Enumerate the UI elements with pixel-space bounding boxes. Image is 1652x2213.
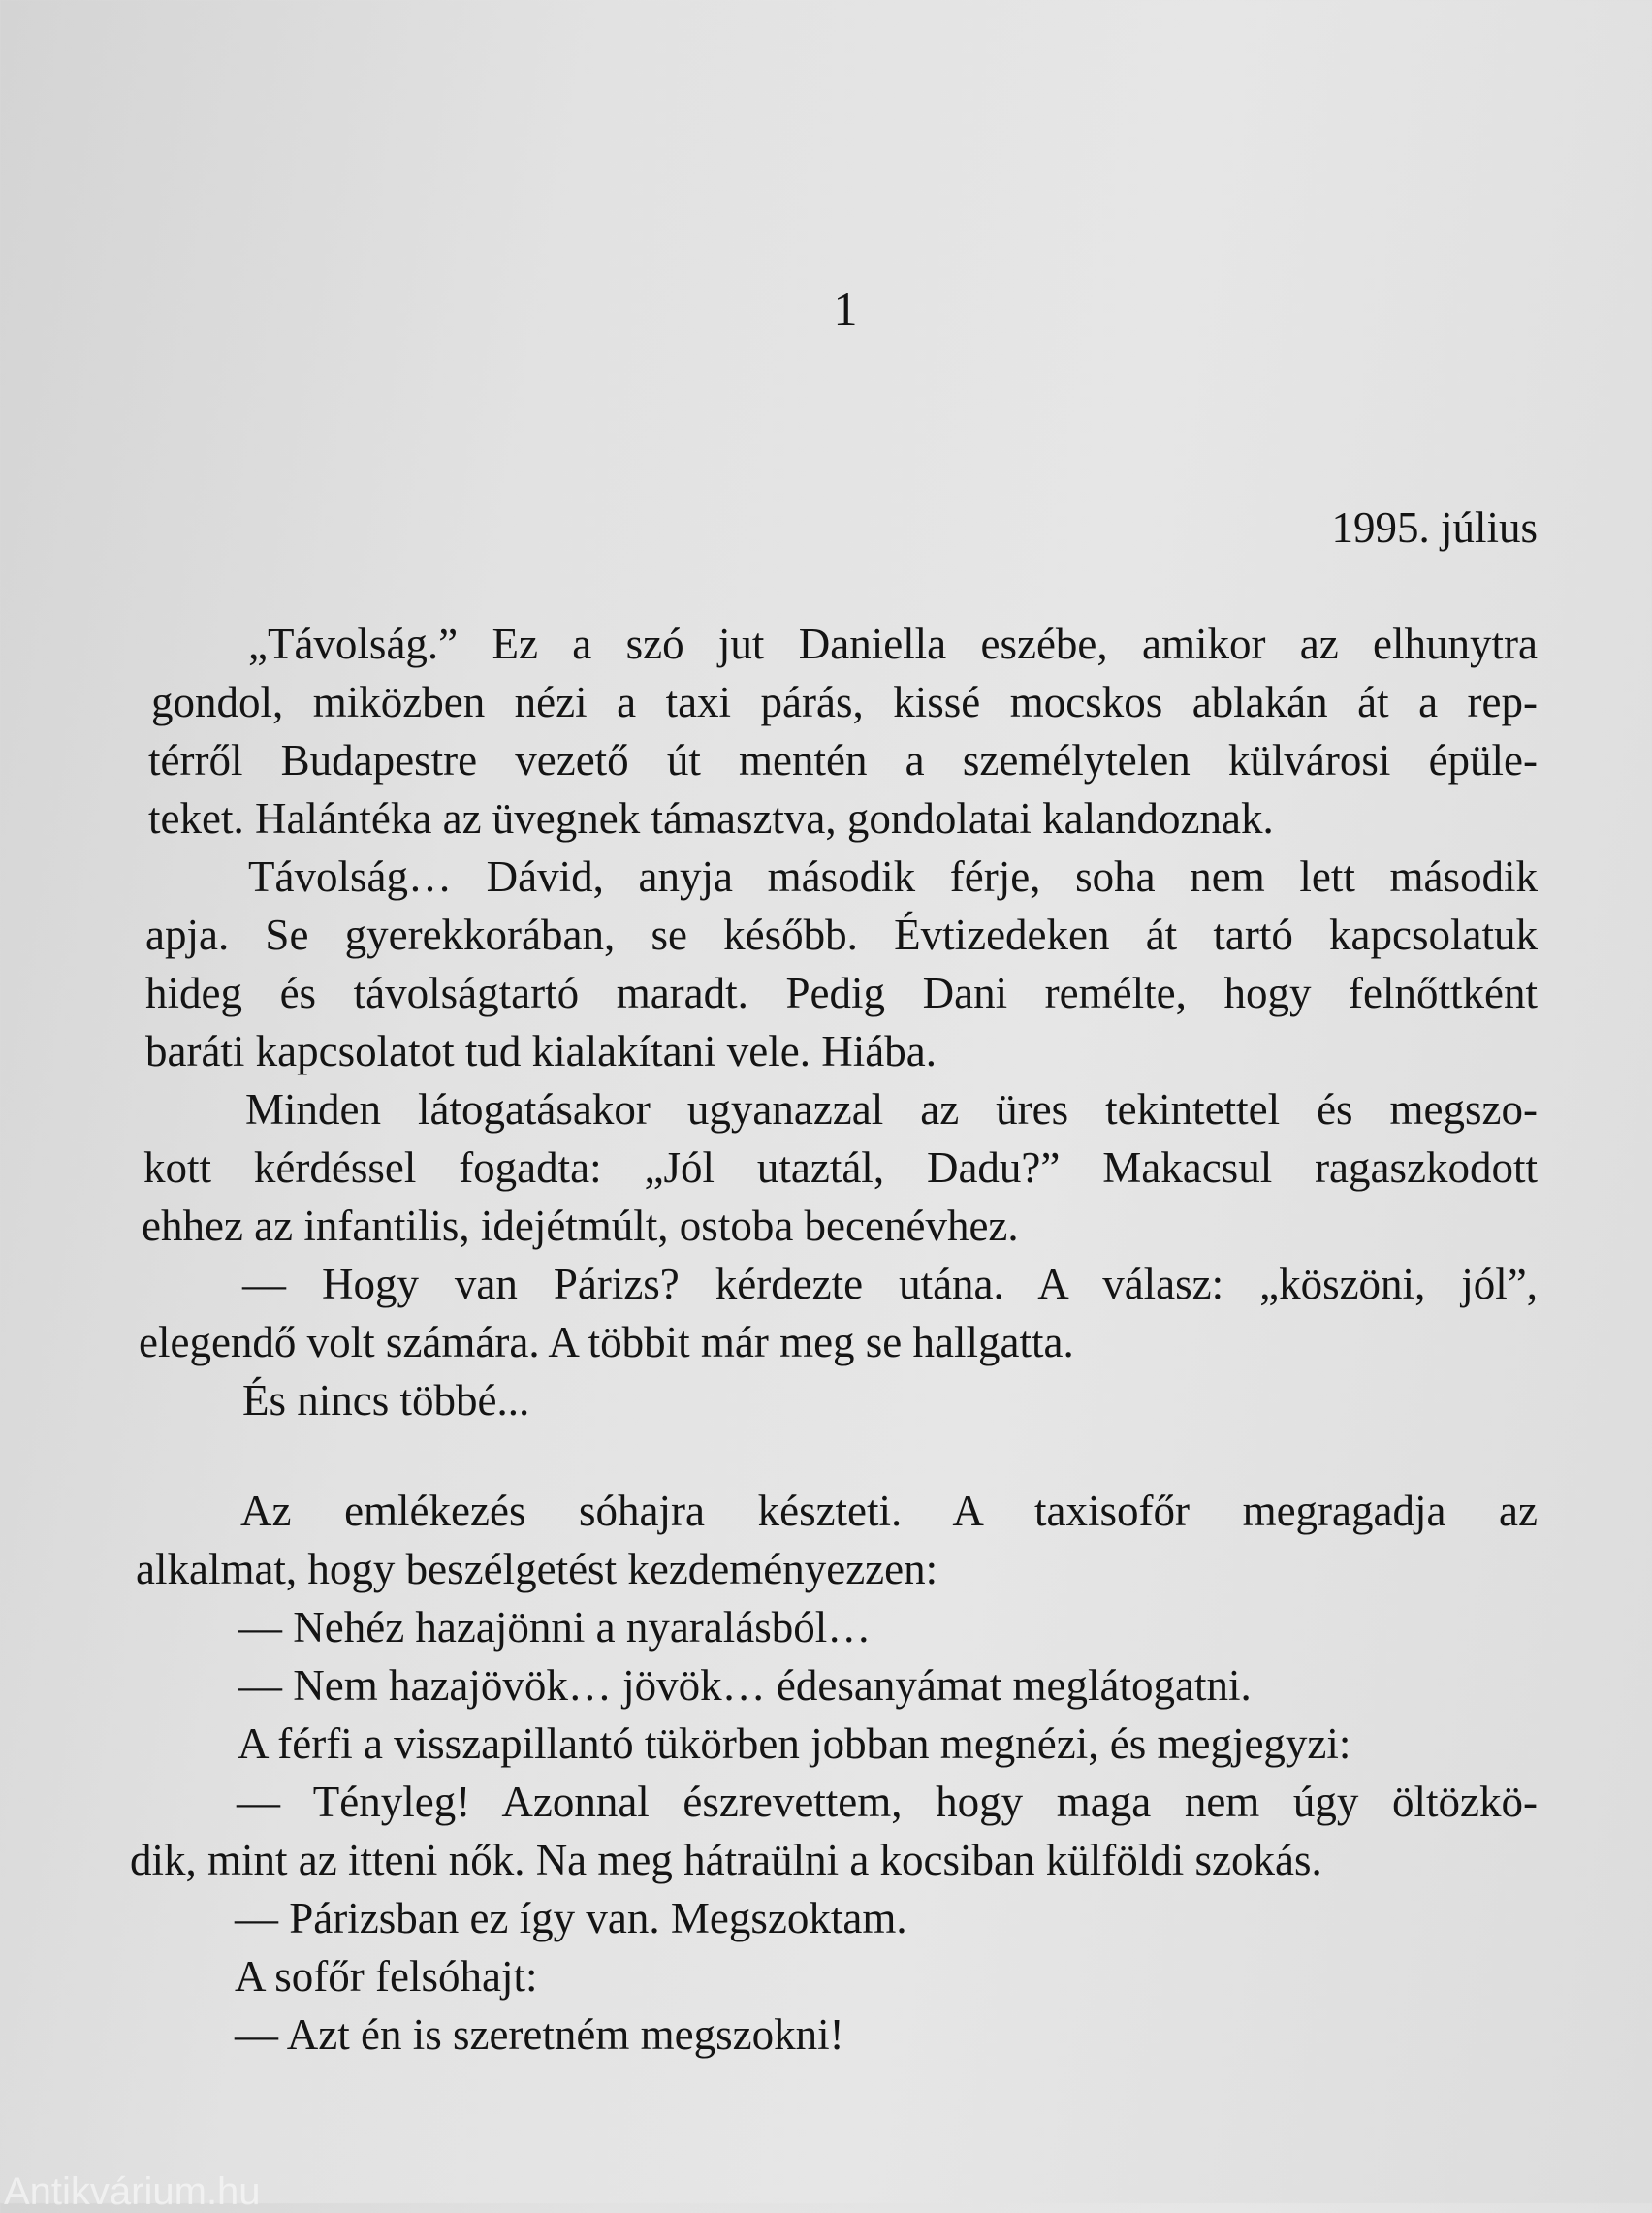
text-line: — Azt én is szeretném megszokni!: [235, 2010, 844, 2059]
text-line: hideg és távolságtartó maradt. Pedig Dani remélte, hogy felnőttként: [145, 969, 1538, 1017]
text-line: alkalmat, hogy beszélgetést kezdeményezzen:: [136, 1545, 938, 1593]
text-line: térről Budapestre vezető út mentén a személytelen külvárosi épüle-: [148, 736, 1538, 785]
text-line: Távolság… Dávid, anyja második férje, soha nem lett második: [248, 852, 1538, 901]
text-line: ehhez az infantilis, idejétmúlt, ostoba becenévhez.: [142, 1202, 1019, 1250]
text-line: A férfi a visszapillantó tükörben jobban megnézi, és megjegyzi:: [238, 1719, 1351, 1768]
text-line: dik, mint az itteni nők. Na meg hátraülni a kocsiban külföldi szokás.: [130, 1836, 1322, 1884]
text-line: elegendő volt számára. A többit már meg se hallgatta.: [139, 1318, 1074, 1366]
text-line: baráti kapcsolatot tud kialakítani vele. Hiába.: [145, 1027, 937, 1075]
text-line: „Távolság.” Ez a szó jut Daniella eszébe, amikor az elhunytra: [248, 620, 1538, 668]
text-line: — Hogy van Párizs? kérdezte utána. A válasz: „köszöni, jól”,: [242, 1260, 1538, 1308]
text-line: — Nehéz hazajönni a nyaralásból…: [238, 1603, 872, 1652]
text-line: — Nem hazajövök… jövök… édesanyámat meglátogatni.: [238, 1661, 1252, 1710]
text-line: gondol, miközben nézi a taxi párás, kissé mocskos ablakán át a rep-: [151, 678, 1538, 726]
chapter-number: 1: [833, 281, 858, 336]
text-line: Minden látogatásakor ugyanazzal az üres tekintettel és megszo-: [245, 1085, 1538, 1134]
text-line: A sofőr felsóhajt:: [235, 1952, 538, 2001]
text-line: teket. Halántéka az üvegnek támasztva, gondolatai kalandoznak.: [148, 794, 1274, 843]
text-line: apja. Se gyerekkorában, se később. Évtizedeken át tartó kapcsolatuk: [145, 911, 1538, 959]
chapter-date: 1995. július: [1331, 503, 1538, 552]
text-line: Az emlékezés sóhajra készteti. A taxisofőr megragadja az: [240, 1487, 1538, 1535]
text-line: — Tényleg! Azonnal észrevettem, hogy maga nem úgy öltözkö-: [237, 1778, 1538, 1826]
text-line: — Párizsban ez így van. Megszoktam.: [235, 1894, 907, 1942]
text-line: És nincs többé...: [242, 1376, 530, 1425]
watermark-text: Antikvárium.hu: [4, 2170, 261, 2213]
text-line: kott kérdéssel fogadta: „Jól utaztál, Dadu?” Makacsul ragaszkodott: [143, 1143, 1538, 1192]
